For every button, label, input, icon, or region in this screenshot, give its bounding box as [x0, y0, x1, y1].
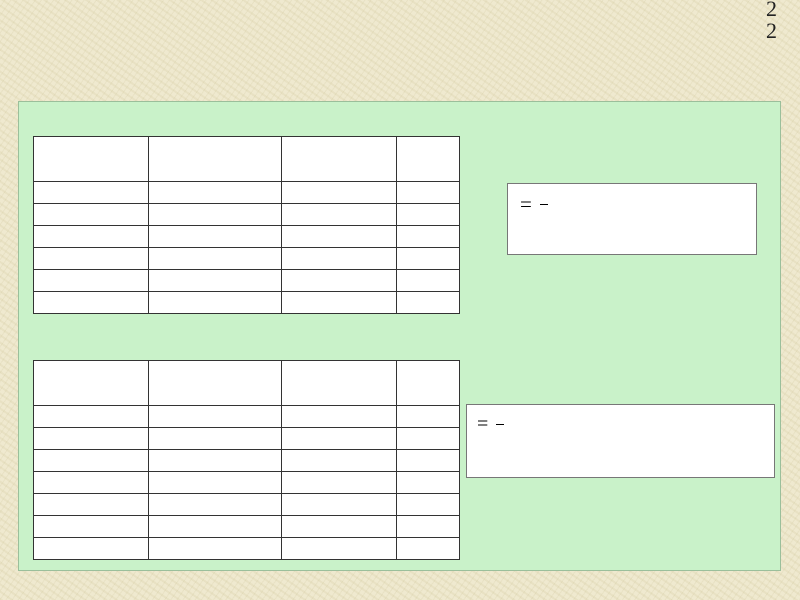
cell: [397, 182, 460, 204]
cell: [282, 248, 397, 270]
header-ydt: [397, 361, 460, 406]
cell: [149, 270, 282, 292]
deposit2-table: [33, 360, 460, 560]
table-row: [34, 182, 460, 204]
table-header-row: [34, 361, 460, 406]
table-row: [34, 270, 460, 292]
cell: [149, 226, 282, 248]
cell: [397, 538, 460, 560]
cell: [34, 182, 149, 204]
cell: [34, 204, 149, 226]
cell: [149, 538, 282, 560]
header-periods: [34, 361, 149, 406]
cell: [149, 450, 282, 472]
cell: [397, 248, 460, 270]
table-row: [34, 204, 460, 226]
cell: [34, 494, 149, 516]
header-amount: [282, 361, 397, 406]
table-row: [34, 226, 460, 248]
header-amount: [282, 137, 397, 182]
cell: [397, 472, 460, 494]
table-row: [34, 516, 460, 538]
cell: [149, 248, 282, 270]
table-total-row: [34, 292, 460, 314]
cell: [149, 472, 282, 494]
cell: [397, 204, 460, 226]
cell: [282, 494, 397, 516]
header-days: [149, 361, 282, 406]
cell: [282, 428, 397, 450]
cell: [397, 450, 460, 472]
cell: [34, 472, 149, 494]
cell: [282, 182, 397, 204]
cell: [282, 226, 397, 248]
cell: [34, 450, 149, 472]
cell: [34, 248, 149, 270]
corner-digit-bottom: 2: [766, 18, 777, 43]
cell: [282, 292, 397, 314]
cell: [149, 406, 282, 428]
equals-sign: =: [477, 413, 489, 435]
cell: [149, 182, 282, 204]
cell: [397, 406, 460, 428]
formula-denominator: [540, 205, 548, 207]
cell: [282, 472, 397, 494]
table-row: [34, 450, 460, 472]
cell: [397, 292, 460, 314]
header-days: [149, 137, 282, 182]
table-header-row: [34, 137, 460, 182]
cell: [282, 450, 397, 472]
cell: [397, 270, 460, 292]
cell: [397, 494, 460, 516]
cell: [282, 270, 397, 292]
cell: [282, 516, 397, 538]
slide-corner-number: [766, 0, 777, 42]
formula-fraction: [496, 422, 504, 427]
deposit2-formula: [466, 404, 775, 478]
cell: [149, 516, 282, 538]
cell: [282, 538, 397, 560]
table-row: [34, 428, 460, 450]
table-row: [34, 472, 460, 494]
table-row: [34, 406, 460, 428]
cell: [34, 270, 149, 292]
cell: [282, 204, 397, 226]
cell: [149, 292, 282, 314]
cell: [34, 516, 149, 538]
deposit1-table: [33, 136, 460, 314]
table-row: [34, 248, 460, 270]
cell: [149, 428, 282, 450]
header-periods: [34, 137, 149, 182]
header-ydt: [397, 137, 460, 182]
cell: [397, 428, 460, 450]
cell: [34, 406, 149, 428]
table-total-row: [34, 538, 460, 560]
cell: [149, 494, 282, 516]
deposit1-formula: [507, 183, 757, 255]
cell: [34, 226, 149, 248]
formula-fraction: [540, 202, 548, 207]
formula-denominator: [496, 425, 504, 427]
cell: [34, 428, 149, 450]
cell: [149, 204, 282, 226]
table-row: [34, 494, 460, 516]
cell: [397, 226, 460, 248]
corner-digit-top: 2: [766, 0, 777, 21]
cell: [282, 406, 397, 428]
cell: [397, 516, 460, 538]
cell: [34, 292, 149, 314]
equals-sign: =: [520, 192, 532, 216]
cell: [34, 538, 149, 560]
